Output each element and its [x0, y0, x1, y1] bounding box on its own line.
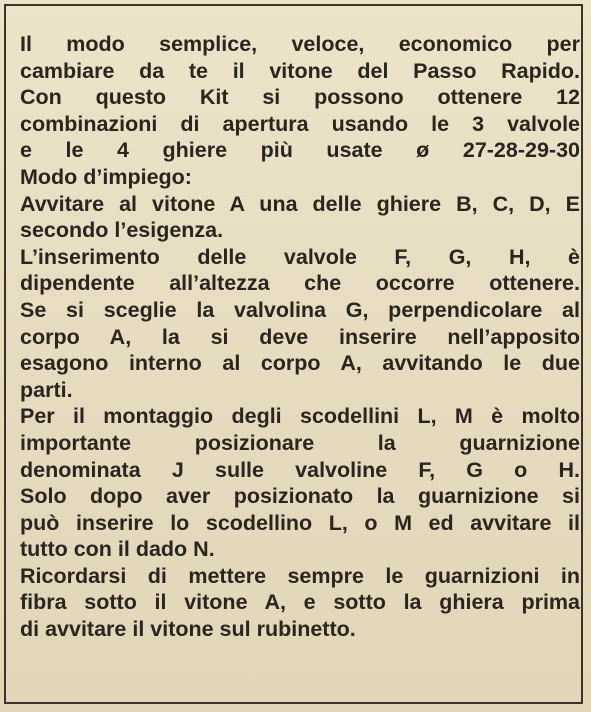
text-line: Per il montaggio degli scodellini L, M è molto — [20, 404, 580, 429]
text-line: Solo dopo aver posizionato la guarnizione si — [20, 484, 580, 509]
text-line: combinazioni di apertura usando le 3 valvole — [20, 111, 580, 136]
text-line: cambiare da te il vitone del Passo Rapido. — [20, 58, 580, 83]
text-line: Modo d’impiego: — [20, 164, 192, 189]
text-line: di avvitare il vitone sul rubinetto. — [20, 617, 356, 642]
text-line: parti. — [20, 377, 73, 402]
text-line: secondo l’esigenza. — [20, 218, 224, 243]
text-line: corpo A, la si deve inserire nell’apposito — [20, 324, 580, 349]
text-line: Il modo semplice, veloce, economico per — [20, 32, 580, 56]
instruction-text-block — [20, 31, 580, 643]
text-line: L’inserimento delle valvole F, G, H, è — [20, 244, 580, 269]
text-line: Ricordarsi di mettere sempre le guarnizioni in — [20, 563, 580, 588]
text-line: Con questo Kit si possono ottenere 12 — [20, 85, 580, 110]
text-line: denominata J sulle valvoline F, G o H. — [20, 457, 580, 482]
text-line: esagono interno al corpo A, avvitando le due — [20, 351, 580, 376]
text-line: dipendente all’altezza che occorre ottenere. — [20, 271, 580, 296]
text-line: e le 4 ghiere più usate ø 27-28-29-30 — [20, 138, 580, 163]
text-line: tutto con il dado N. — [20, 537, 215, 562]
text-line: può inserire lo scodellino L, o M ed avvitare il — [20, 510, 580, 535]
text-line: fibra sotto il vitone A, e sotto la ghiera prima — [20, 590, 580, 615]
text-line: importante posizionare la guarnizione — [20, 430, 580, 455]
text-line: Se si sceglie la valvolina G, perpendicolare al — [20, 297, 580, 322]
text-line: Avvitare al vitone A una delle ghiere B, C, D, E — [20, 191, 580, 216]
